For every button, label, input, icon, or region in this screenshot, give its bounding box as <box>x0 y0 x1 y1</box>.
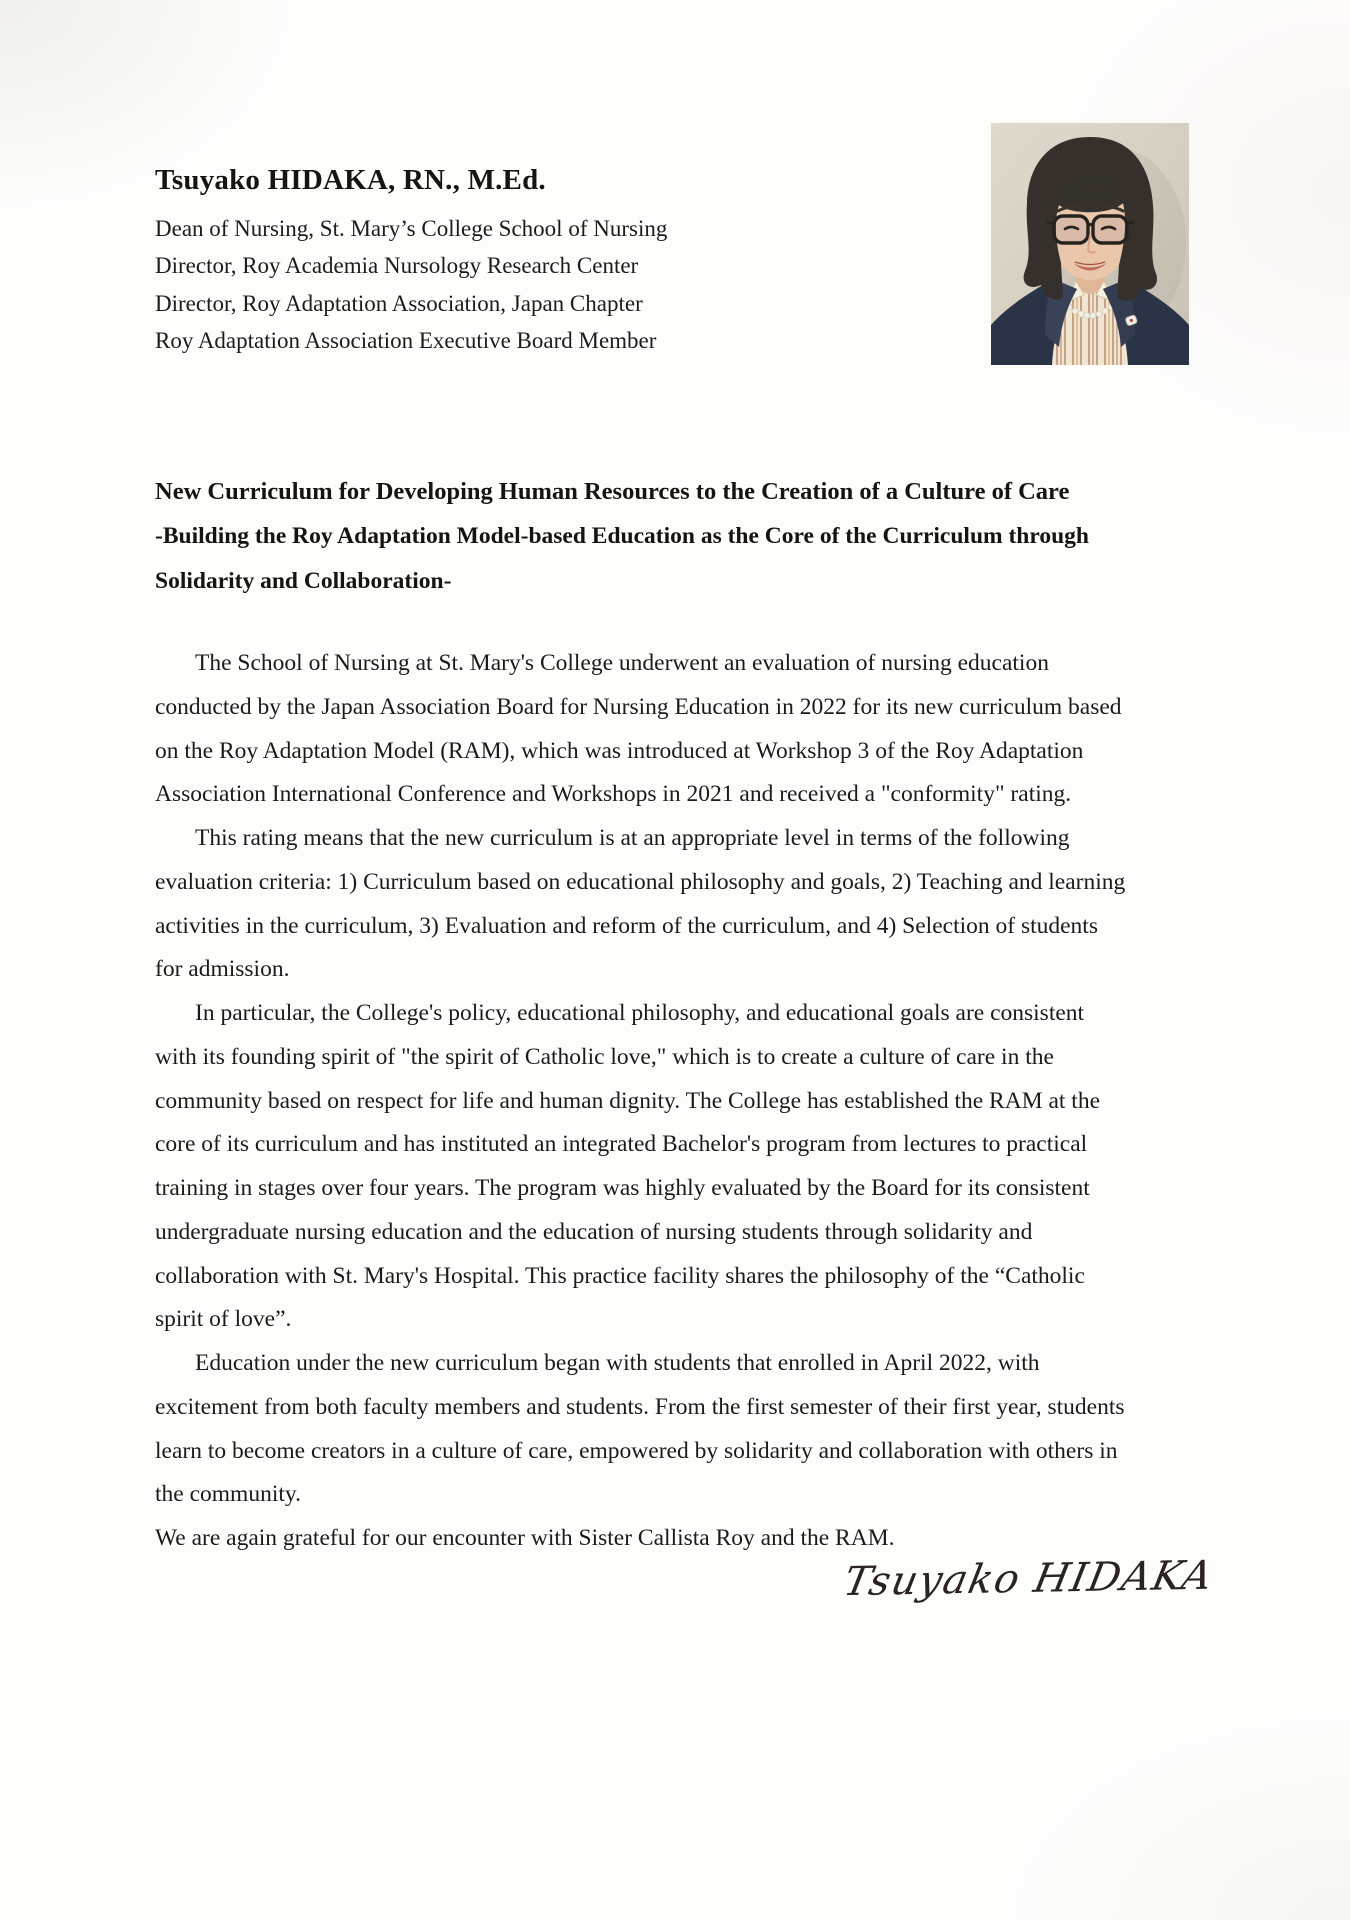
body-line: for admission. <box>155 956 290 983</box>
body-line: learn to become creators in a culture of care, empowered by solidarity and collaboration with others in <box>155 1437 1118 1464</box>
text-line: Solidarity and Collaboration- <box>155 568 452 594</box>
body-line: collaboration with St. Mary's Hospital. This practice facility shares the philosophy of the “Catholic <box>155 1262 1085 1289</box>
portrait-photo <box>991 123 1189 365</box>
author-name: Tsuyako HIDAKA, RN., M.Ed. <box>155 164 546 196</box>
body-line: We are again grateful for our encounter with Sister Callista Roy and the RAM. <box>155 1525 895 1551</box>
article-subtitle <box>155 514 1265 604</box>
body-line: activities in the curriculum, 3) Evaluation and reform of the curriculum, and 4) Selection of students <box>155 912 1098 939</box>
body-line: core of its curriculum and has instituted an integrated Bachelor's program from lectures to practical <box>155 1131 1088 1158</box>
text-line: Director, Roy Academia Nursology Research Center <box>155 253 639 279</box>
portrait-illustration <box>991 123 1189 365</box>
body-line: undergraduate nursing education and the education of nursing students through solidarity and <box>155 1218 1033 1245</box>
body-line: The School of Nursing at St. Mary's College underwent an evaluation of nursing education <box>195 650 1049 676</box>
body-line: community based on respect for life and human dignity. The College has established the RAM at the <box>155 1087 1101 1114</box>
text-line: Dean of Nursing, St. Mary’s College School of Nursing <box>155 216 668 241</box>
body-line: This rating means that the new curriculum is at an appropriate level in terms of the following <box>195 825 1070 851</box>
body-line: spirit of love”. <box>155 1306 292 1333</box>
body-line: evaluation criteria: 1) Curriculum based on educational philosophy and goals, 2) Teaching and learning <box>155 868 1126 895</box>
text-line: Roy Adaptation Association Executive Board Member <box>155 328 657 354</box>
body-line: training in stages over four years. The program was highly evaluated by the Board for its consistent <box>155 1175 1090 1201</box>
body-line: Education under the new curriculum began with students that enrolled in April 2022, with <box>195 1350 1040 1376</box>
signature: Tsuyako HIDAKA <box>839 1552 1218 1606</box>
text-line: -Building the Roy Adaptation Model-based Education as the Core of the Curriculum through <box>155 523 1089 549</box>
body-line: Association International Conference and Workshops in 2021 and received a "conformity" rating. <box>155 781 1072 808</box>
author-titles <box>155 210 667 360</box>
article-title-block <box>155 469 1265 604</box>
text-line: Director, Roy Adaptation Association, Japan Chapter <box>155 290 643 316</box>
article-body <box>155 642 1265 1561</box>
body-line: with its founding spirit of "the spirit of Catholic love," which is to create a culture of care in the <box>155 1043 1054 1070</box>
article-title: New Curriculum for Developing Human Resources to the Creation of a Culture of Care <box>155 478 1070 505</box>
body-line: In particular, the College's policy, educational philosophy, and educational goals are consistent <box>195 1000 1085 1026</box>
body-line: the community. <box>155 1481 301 1508</box>
body-line: conducted by the Japan Association Board for Nursing Education in 2022 for its new curriculum based <box>155 693 1122 720</box>
body-line: on the Roy Adaptation Model (RAM), which was introduced at Workshop 3 of the Roy Adaptation <box>155 737 1084 764</box>
body-line: excitement from both faculty members and students. From the first semester of their first year, students <box>155 1393 1125 1420</box>
